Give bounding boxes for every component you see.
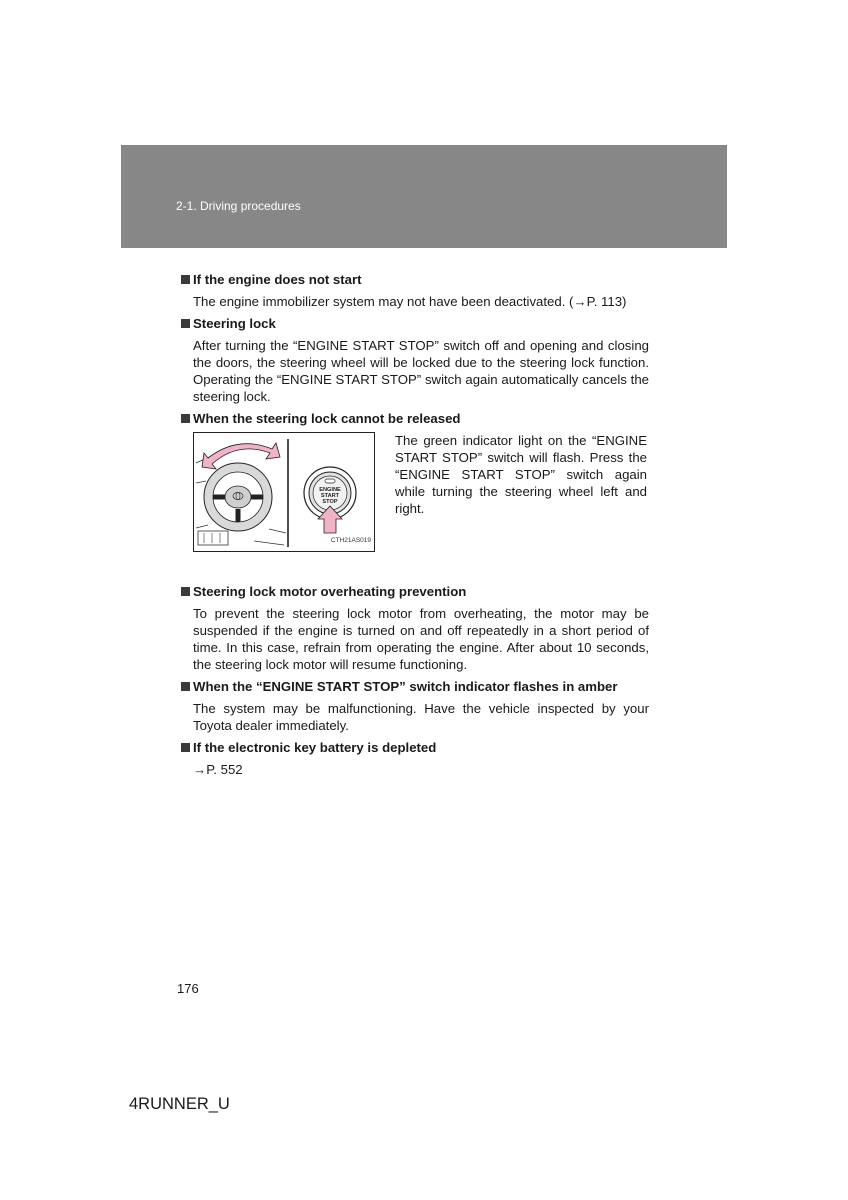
section-heading: When the “ENGINE START STOP” switch indicator flashes in amber xyxy=(181,678,649,695)
header-band xyxy=(121,145,727,248)
button-label-line-2: START xyxy=(320,493,340,499)
section-body: The system may be malfunctioning. Have the vehicle inspected by your Toyota dealer immediately. xyxy=(193,701,649,733)
section-body: The engine immobilizer system may not have been deactivated. (→P. 113) xyxy=(193,294,627,309)
button-label-line-3: STOP xyxy=(322,499,338,505)
section-heading: When the steering lock cannot be released xyxy=(181,410,649,427)
section-heading: If the engine does not start xyxy=(181,271,649,288)
button-label-line-1: ENGINE xyxy=(319,487,341,493)
square-bullet-icon xyxy=(181,319,190,328)
section-title: 2-1. Driving procedures xyxy=(176,199,301,213)
section-body: The green indicator light on the “ENGINE START STOP” switch will flash. Press the “ENGINE START STOP” switch again while turning the steering wheel left and right. xyxy=(395,433,647,516)
page-content xyxy=(181,271,649,783)
square-bullet-icon xyxy=(181,682,190,691)
steering-lock-illustration xyxy=(193,432,375,552)
square-bullet-icon xyxy=(181,275,190,284)
section-heading: Steering lock xyxy=(181,315,649,332)
section-body: After turning the “ENGINE START STOP” switch off and opening and closing the doors, the steering wheel will be locked due to the steering lock function. Operating the “ENGINE START STOP” switch again automatically cancels the steering lock. xyxy=(193,338,649,404)
page-reference: →P. 552 xyxy=(193,762,243,777)
model-code: 4RUNNER_U xyxy=(129,1095,230,1113)
figure-code: CTH21AS019 xyxy=(330,537,371,544)
square-bullet-icon xyxy=(181,587,190,596)
page-number: 176 xyxy=(177,981,199,996)
square-bullet-icon xyxy=(181,743,190,752)
square-bullet-icon xyxy=(181,414,190,423)
figure-row xyxy=(193,432,649,577)
section-heading: If the electronic key battery is depleted xyxy=(181,739,649,756)
section-heading: Steering lock motor overheating prevention xyxy=(181,583,649,600)
section-body: To prevent the steering lock motor from overheating, the motor may be suspended if the engine is turned on and off repeatedly in a short period of time. In this case, refrain from operating the engine. After about 10 seconds, the steering lock motor will resume functioning. xyxy=(193,606,649,672)
